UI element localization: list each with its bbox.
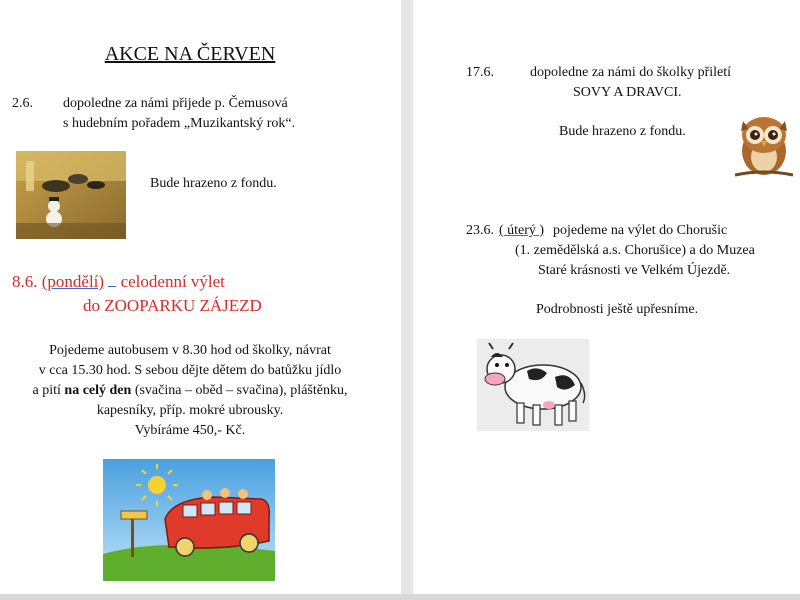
trip-destination: do ZOOPARKU ZÁJEZD <box>83 296 262 315</box>
funded-note-1: Bude hrazeno z fondu. <box>150 176 277 191</box>
owl-illustration <box>729 107 799 181</box>
bus-illustration <box>103 459 275 581</box>
event2-line-1: dopoledne za námi do školky přiletí <box>530 65 732 80</box>
underline-gap <box>108 272 116 287</box>
event-date-3: 23.6. <box>466 223 494 238</box>
music-photo <box>16 151 126 239</box>
details-line-1: Pojedeme autobusem v 8.30 hod od školky, návrat <box>49 343 331 358</box>
trip-day: (pondělí) <box>41 272 105 291</box>
event3-day: ( úterý ) <box>499 223 545 238</box>
event-date-2: 17.6. <box>466 65 494 80</box>
bottom-scroll-edge <box>0 594 800 600</box>
details-line-5: Vybíráme 450,- Kč. <box>134 423 246 438</box>
details-line-2: v cca 15.30 hod. S sebou dějte dětem do batůžku jídlo <box>38 363 342 378</box>
cow-illustration <box>477 339 589 431</box>
page-title: AKCE NA ČERVEN <box>104 43 276 65</box>
details-note: Podrobnosti ještě upřesníme. <box>536 302 699 317</box>
trip-date: 8.6. <box>12 272 38 291</box>
right-page <box>413 0 800 600</box>
details-bold: na celý den <box>64 383 132 398</box>
trip-text: celodenní výlet <box>120 272 225 291</box>
details-line-4: kapesníky, příp. mokré ubrousky. <box>96 403 284 418</box>
event3-line-1: pojedeme na výlet do Chorušic <box>553 223 728 238</box>
event-line-2: s hudebním pořadem „Muzikantský rok“. <box>63 116 296 131</box>
event-date-1: 2.6. <box>12 96 33 111</box>
event2-line-2: SOVY A DRAVCI. <box>573 85 682 100</box>
funded-note-2: Bude hrazeno z fondu. <box>559 124 686 139</box>
trip-details <box>0 341 380 441</box>
trip-header <box>12 272 225 292</box>
event3-line-2: (1. zemědělská a.s. Chorušice) a do Muzea <box>515 243 755 258</box>
event3-line-3: Staré krásnosti ve Velkém Újezdě. <box>538 263 731 278</box>
details-line-3c: (svačina – oběd – svačina), pláštěnku, <box>131 383 348 398</box>
details-line-3a: a pití <box>32 383 65 398</box>
details-line-3 <box>0 381 380 401</box>
event-line-1: dopoledne za námi přijede p. Čemusová <box>63 96 288 111</box>
